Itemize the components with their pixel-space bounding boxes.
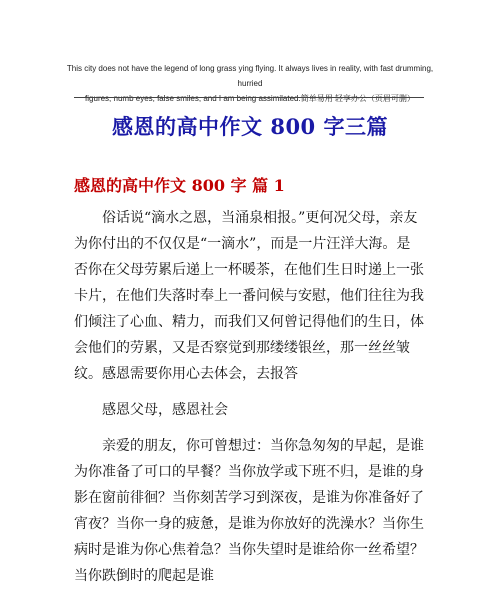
document-title: 感恩的高中作文 800 字三篇 <box>112 114 388 139</box>
header-divider <box>74 97 424 98</box>
header-line-1: This city does not have the legend of long grass ying flying. It always lives in reality, with fast drumming, hurried <box>66 64 434 88</box>
paragraph-1: 俗话说“滴水之恩，当涌泉相报。”更何况父母，亲友为你付出的不仅仅是“一滴水”，而是一片汪洋大海。是否你在父母劳累后递上一杯暖茶，在他们生日时递上一张卡片，在他们失落时奉上一番问候与安慰，他们往往为我们倾注了心血、精力，而我们又何曾记得他们的生日，体会他们的劳累，又是否察觉到那缕缕银丝，那一丝丝皱纹。感恩需要你用心去体会，去报答 <box>74 210 424 382</box>
section-title: 感恩的高中作文 800 字 篇 1 <box>74 176 285 195</box>
subheading: 感恩父母，感恩社会 <box>102 402 228 418</box>
page-header <box>60 61 440 106</box>
paragraph-2: 亲爱的朋友，你可曾想过：当你急匆匆的早起，是谁为你准备了可口的早餐？当你放学或下班不归，是谁的身影在窗前徘徊？当你刻苦学习到深夜，是谁为你准备好了宵夜？当你一身的疲惫，是谁为你放好的洗澡水？当你生病时是谁为你心焦着急？当你失望时是谁给你一丝希望？当你跌倒时的爬起是谁 <box>74 438 424 584</box>
header-line-2: figures, numb eyes, false smiles, and I am being assimilated.简单易用 轻享办公（页眉可删） <box>85 94 415 103</box>
